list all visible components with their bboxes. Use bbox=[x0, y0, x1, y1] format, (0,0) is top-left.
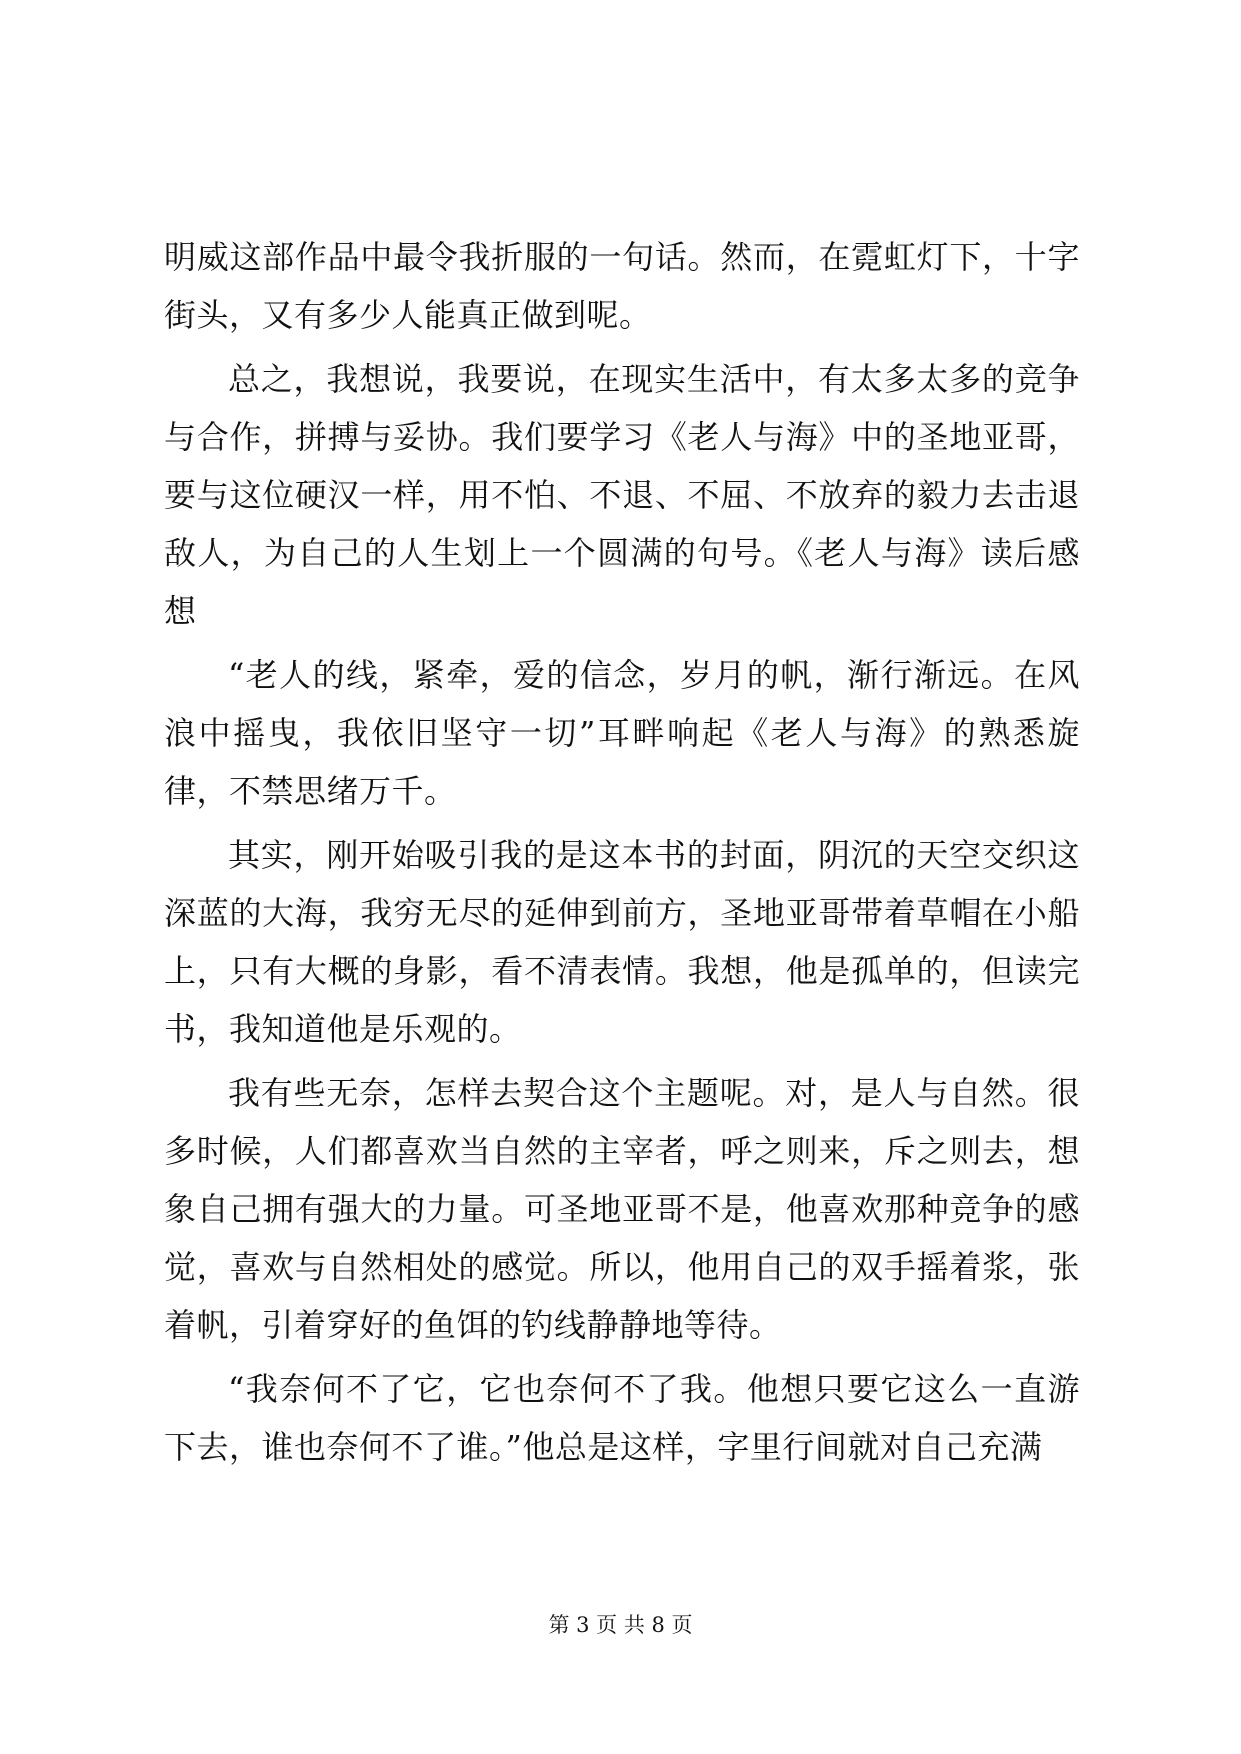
body-text bbox=[164, 228, 1080, 1482]
paragraph-2: 总之，我想说，我要说，在现实生活中，有太多太多的竞争与合作，拼搏与妥协。我们要学习《老人与海》中的圣地亚哥，要与这位硬汉一样，用不怕、不退、不屈、不放弃的毅力去击退敌人，为自己的人生划上一个圆满的句号。《老人与海》读后感想 bbox=[164, 360, 1080, 630]
paragraph-1: 明威这部作品中最令我折服的一句话。然而，在霓虹灯下，十字街头，又有多少人能真正做到呢。 bbox=[164, 238, 1080, 334]
paragraph-4: 其实，刚开始吸引我的是这本书的封面，阴沉的天空交织这深蓝的大海，我穷无尽的延伸到前方，圣地亚哥带着草帽在小船上，只有大概的身影，看不清表情。我想，他是孤单的，但读完书，我知道他是乐观的。 bbox=[164, 836, 1080, 1048]
paragraph-3: “老人的线，紧牵，爱的信念，岁月的帆，渐行渐远。在风浪中摇曳，我依旧坚守一切”耳畔响起《老人与海》的熟悉旋律，不禁思绪万千。 bbox=[164, 656, 1080, 810]
page-number-footer: 第 3 页 共 8 页 bbox=[548, 1613, 693, 1637]
paragraph-5: 我有些无奈，怎样去契合这个主题呢。对，是人与自然。很多时候，人们都喜欢当自然的主宰者，呼之则来，斥之则去，想象自己拥有强大的力量。可圣地亚哥不是，他喜欢那种竞争的感觉，喜欢与自然相处的感觉。所以，他用自己的双手摇着浆，张着帆，引着穿好的鱼饵的钓线静静地等待。 bbox=[164, 1074, 1080, 1344]
paragraph-6: “我奈何不了它，它也奈何不了我。他想只要它这么一直游下去，谁也奈何不了谁。”他总是这样，字里行间就对自己充满 bbox=[164, 1370, 1080, 1466]
